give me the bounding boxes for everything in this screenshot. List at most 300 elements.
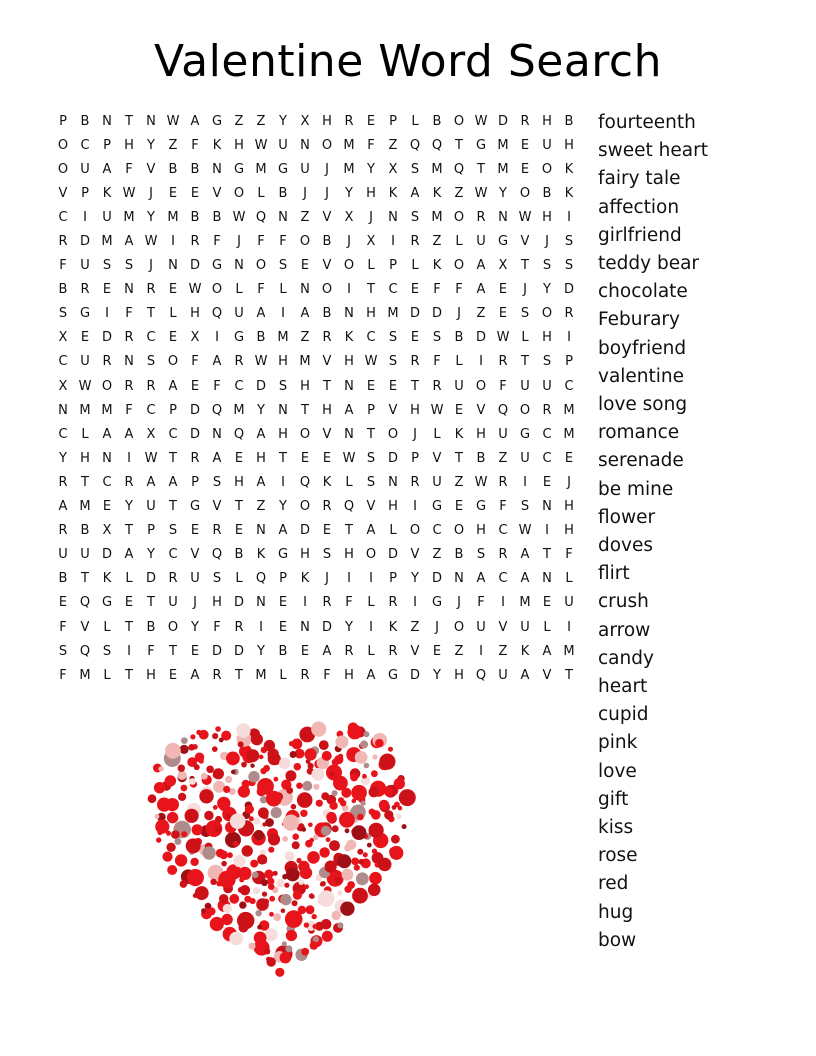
grid-cell: R <box>168 571 178 587</box>
grid-cell: P <box>103 137 111 153</box>
grid-cell: G <box>277 161 289 177</box>
grid-cell: A <box>322 643 332 659</box>
grid-cell: A <box>542 643 552 659</box>
grid-cell: W <box>430 402 444 418</box>
grid-cell: N <box>542 571 552 587</box>
grid-cell: E <box>454 402 464 418</box>
grid-cell: Q <box>255 209 267 225</box>
grid-cell: J <box>237 234 241 250</box>
grid-cell: H <box>388 499 398 515</box>
grid-cell: N <box>344 426 354 442</box>
grid-cell: G <box>233 161 245 177</box>
grid-cell: U <box>80 354 90 370</box>
grid-cell: M <box>497 137 509 153</box>
grid-cell: Q <box>255 571 267 587</box>
grid-cell: V <box>432 450 442 466</box>
grid-cell: F <box>147 643 155 659</box>
grid-cell: E <box>388 378 398 394</box>
grid-cell: W <box>518 523 532 539</box>
grid-cell: H <box>124 137 134 153</box>
word-list-item: flirt <box>598 563 630 585</box>
grid-cell: Z <box>410 619 420 635</box>
grid-cell: R <box>322 499 332 515</box>
grid-cell: B <box>190 209 200 225</box>
grid-cell: Z <box>432 547 442 563</box>
grid-cell: P <box>279 571 287 587</box>
grid-cell: B <box>190 161 200 177</box>
grid-cell: Z <box>432 234 442 250</box>
grid-cell: F <box>125 402 133 418</box>
grid-cell: U <box>564 595 574 611</box>
grid-cell: A <box>520 667 530 683</box>
grid-cell: G <box>233 330 245 346</box>
grid-cell: F <box>125 306 133 322</box>
grid-cell: F <box>279 234 287 250</box>
grid-cell: M <box>343 137 355 153</box>
grid-cell: R <box>58 523 68 539</box>
grid-cell: W <box>232 209 246 225</box>
grid-cell: N <box>454 571 464 587</box>
grid-cell: R <box>410 354 420 370</box>
grid-cell: P <box>191 474 199 490</box>
grid-cell: E <box>102 499 112 515</box>
grid-cell: P <box>389 113 397 129</box>
grid-cell: H <box>542 330 552 346</box>
grid-cell: I <box>391 234 395 250</box>
grid-cell: S <box>564 258 574 274</box>
grid-cell: S <box>58 306 68 322</box>
grid-cell: D <box>497 113 508 129</box>
grid-cell: Q <box>211 306 223 322</box>
grid-cell: W <box>364 354 378 370</box>
grid-cell: A <box>58 499 68 515</box>
grid-cell: N <box>58 402 68 418</box>
grid-cell: E <box>190 185 200 201</box>
grid-cell: X <box>146 426 156 442</box>
grid-cell: Z <box>388 137 398 153</box>
grid-cell: Z <box>168 137 178 153</box>
grid-cell: U <box>476 619 486 635</box>
grid-cell: Y <box>367 161 375 177</box>
grid-cell: J <box>545 234 549 250</box>
word-list-item: kiss <box>598 817 634 839</box>
grid-cell: Y <box>147 209 155 225</box>
grid-cell: A <box>278 523 288 539</box>
grid-cell: I <box>347 282 351 298</box>
grid-cell: G <box>431 499 443 515</box>
grid-cell: F <box>433 354 441 370</box>
grid-cell: S <box>542 258 552 274</box>
grid-cell: O <box>475 378 487 394</box>
grid-cell: H <box>344 547 354 563</box>
grid-cell: E <box>410 330 420 346</box>
grid-cell: T <box>147 306 155 322</box>
grid-cell: E <box>102 282 112 298</box>
grid-cell: D <box>409 306 420 322</box>
grid-cell: R <box>498 547 508 563</box>
grid-cell: H <box>344 354 354 370</box>
grid-cell: A <box>256 426 266 442</box>
grid-cell: I <box>369 619 373 635</box>
grid-cell: E <box>190 378 200 394</box>
grid-cell: F <box>345 595 353 611</box>
grid-cell: X <box>344 209 354 225</box>
grid-cell: G <box>519 426 531 442</box>
grid-cell: O <box>101 378 113 394</box>
grid-cell: T <box>455 450 463 466</box>
grid-cell: Q <box>431 137 443 153</box>
grid-cell: C <box>168 426 178 442</box>
grid-cell: S <box>476 547 486 563</box>
grid-cell: Y <box>147 137 155 153</box>
grid-cell: R <box>58 234 68 250</box>
grid-cell: Y <box>345 619 353 635</box>
grid-cell: W <box>254 354 268 370</box>
grid-cell: O <box>167 619 179 635</box>
grid-cell: B <box>454 330 464 346</box>
grid-cell: M <box>255 667 267 683</box>
grid-cell: J <box>369 209 373 225</box>
grid-cell: N <box>234 258 244 274</box>
grid-cell: E <box>498 306 508 322</box>
grid-cell: T <box>543 547 551 563</box>
grid-cell: Y <box>499 185 507 201</box>
grid-cell: G <box>497 234 509 250</box>
grid-cell: K <box>432 185 442 201</box>
word-list-item: gift <box>598 788 629 810</box>
grid-cell: P <box>169 402 177 418</box>
grid-cell: B <box>278 185 288 201</box>
grid-cell: S <box>410 161 420 177</box>
grid-cell: K <box>520 643 530 659</box>
grid-cell: B <box>322 234 332 250</box>
grid-cell: N <box>212 426 222 442</box>
grid-cell: Q <box>497 402 509 418</box>
word-list-item: bow <box>598 929 637 951</box>
word-list-item: cupid <box>598 704 649 726</box>
grid-cell: V <box>146 161 156 177</box>
grid-cell: M <box>167 209 179 225</box>
grid-cell: B <box>454 547 464 563</box>
grid-cell: D <box>79 234 90 250</box>
word-list-item: rose <box>598 845 638 867</box>
grid-cell: R <box>80 282 90 298</box>
grid-cell: Z <box>234 113 244 129</box>
grid-cell: L <box>389 523 397 539</box>
grid-cell: Y <box>345 185 353 201</box>
grid-cell: F <box>191 354 199 370</box>
grid-cell: P <box>81 185 89 201</box>
grid-cell: J <box>303 185 307 201</box>
grid-cell: O <box>453 523 465 539</box>
grid-cell: E <box>58 595 68 611</box>
grid-cell: U <box>190 571 200 587</box>
grid-cell: I <box>215 330 219 346</box>
grid-cell: I <box>105 306 109 322</box>
grid-row <box>52 663 580 687</box>
grid-cell: X <box>58 378 68 394</box>
grid-cell: R <box>344 643 354 659</box>
grid-cell: C <box>146 330 156 346</box>
grid-cell: U <box>278 137 288 153</box>
grid-cell: D <box>321 619 332 635</box>
grid-cell: G <box>211 113 223 129</box>
grid-cell: J <box>523 282 527 298</box>
grid-cell: F <box>433 282 441 298</box>
grid-cell: W <box>122 185 136 201</box>
grid-cell: T <box>125 619 133 635</box>
grid-cell: E <box>300 643 310 659</box>
grid-cell: U <box>168 595 178 611</box>
grid-cell: P <box>367 402 375 418</box>
grid-cell: B <box>564 113 574 129</box>
grid-cell: W <box>342 450 356 466</box>
word-list-item: love song <box>598 394 688 416</box>
grid-cell: S <box>278 258 288 274</box>
grid-cell: N <box>278 209 288 225</box>
grid-cell: H <box>454 667 464 683</box>
grid-cell: L <box>521 330 529 346</box>
grid-cell: E <box>366 113 376 129</box>
grid-cell: T <box>521 258 529 274</box>
grid-cell: J <box>413 426 417 442</box>
grid-cell: C <box>168 547 178 563</box>
grid-cell: S <box>564 234 574 250</box>
grid-cell: J <box>325 161 329 177</box>
grid-cell: T <box>301 402 309 418</box>
grid-cell: T <box>411 378 419 394</box>
grid-cell: R <box>410 234 420 250</box>
grid-cell: V <box>520 234 530 250</box>
grid-cell: I <box>501 595 505 611</box>
grid-cell: G <box>431 595 443 611</box>
grid-cell: G <box>79 306 91 322</box>
grid-cell: A <box>102 426 112 442</box>
grid-cell: T <box>345 523 353 539</box>
grid-row <box>52 422 580 446</box>
grid-cell: P <box>411 450 419 466</box>
grid-row <box>52 326 580 350</box>
grid-cell: T <box>323 378 331 394</box>
grid-cell: N <box>256 595 266 611</box>
grid-cell: U <box>58 547 68 563</box>
grid-cell: E <box>168 330 178 346</box>
grid-cell: D <box>475 330 486 346</box>
grid-cell: R <box>344 113 354 129</box>
grid-cell: I <box>523 474 527 490</box>
grid-cell: O <box>453 258 465 274</box>
grid-cell: B <box>234 547 244 563</box>
grid-cell: R <box>432 378 442 394</box>
grid-cell: S <box>58 643 68 659</box>
grid-cell: X <box>498 258 508 274</box>
grid-cell: F <box>323 667 331 683</box>
grid-cell: R <box>190 234 200 250</box>
grid-cell: G <box>387 667 399 683</box>
grid-cell: J <box>567 474 571 490</box>
grid-row <box>52 181 580 205</box>
grid-cell: A <box>168 378 178 394</box>
grid-cell: O <box>321 137 333 153</box>
grid-cell: G <box>101 595 113 611</box>
grid-cell: M <box>563 402 575 418</box>
word-list-item: boyfriend <box>598 337 687 359</box>
grid-cell: Z <box>300 209 310 225</box>
grid-cell: E <box>322 523 332 539</box>
grid-cell: O <box>453 209 465 225</box>
grid-cell: C <box>146 402 156 418</box>
grid-cell: U <box>454 378 464 394</box>
grid-cell: S <box>212 474 222 490</box>
grid-cell: H <box>278 354 288 370</box>
grid-cell: Y <box>543 282 551 298</box>
grid-cell: F <box>257 234 265 250</box>
word-list-item: love <box>598 760 637 782</box>
grid-cell: Q <box>211 402 223 418</box>
grid-cell: S <box>388 354 398 370</box>
grid-cell: H <box>256 450 266 466</box>
grid-cell: A <box>124 426 134 442</box>
grid-cell: R <box>58 474 68 490</box>
grid-cell: N <box>146 113 156 129</box>
grid-cell: Y <box>59 450 67 466</box>
grid-cell: N <box>388 474 398 490</box>
grid-cell: N <box>278 402 288 418</box>
grid-row <box>52 615 580 639</box>
grid-cell: L <box>257 185 265 201</box>
grid-cell: L <box>235 571 243 587</box>
grid-row <box>52 109 580 133</box>
grid-cell: T <box>125 667 133 683</box>
grid-cell: D <box>431 306 442 322</box>
grid-cell: S <box>146 354 156 370</box>
grid-cell: N <box>102 113 112 129</box>
word-list-item: doves <box>598 535 654 557</box>
grid-cell: E <box>168 667 178 683</box>
grid-cell: B <box>322 306 332 322</box>
grid-cell: F <box>213 234 221 250</box>
grid-cell: K <box>212 137 222 153</box>
grid-cell: N <box>542 499 552 515</box>
grid-cell: E <box>322 450 332 466</box>
grid-row <box>52 495 580 519</box>
grid-cell: T <box>521 354 529 370</box>
heart-illustration-wrap <box>0 701 590 1001</box>
grid-cell: F <box>191 137 199 153</box>
grid-cell: T <box>147 595 155 611</box>
grid-cell: K <box>388 185 398 201</box>
grid-cell: K <box>102 185 112 201</box>
word-list-item: girlfriend <box>598 224 682 246</box>
grid-cell: X <box>190 330 200 346</box>
grid-cell: M <box>563 643 575 659</box>
grid-cell: I <box>567 209 571 225</box>
grid-cell: C <box>564 378 574 394</box>
grid-cell: R <box>542 402 552 418</box>
word-list-item: fourteenth <box>598 112 696 133</box>
grid-cell: U <box>542 137 552 153</box>
grid-cell: R <box>388 595 398 611</box>
grid-cell: R <box>476 209 486 225</box>
grid-cell: Y <box>191 619 199 635</box>
grid-cell: M <box>123 209 135 225</box>
grid-cell: X <box>388 161 398 177</box>
grid-cell: V <box>322 258 332 274</box>
grid-cell: S <box>212 571 222 587</box>
grid-cell: T <box>477 161 485 177</box>
grid-cell: J <box>435 619 439 635</box>
grid-cell: K <box>344 330 354 346</box>
grid-cell: E <box>542 474 552 490</box>
grid-cell: O <box>409 523 421 539</box>
grid-cell: H <box>476 426 486 442</box>
grid-cell: C <box>58 426 68 442</box>
grid-cell: R <box>212 667 222 683</box>
grid-cell: T <box>125 523 133 539</box>
grid-cell: H <box>564 523 574 539</box>
grid-cell: U <box>520 378 530 394</box>
grid-cell: N <box>256 523 266 539</box>
grid-cell: F <box>125 161 133 177</box>
grid-cell: M <box>233 402 245 418</box>
left-column <box>0 109 590 1001</box>
grid-cell: J <box>325 571 329 587</box>
grid-cell: T <box>125 113 133 129</box>
grid-cell: N <box>124 354 134 370</box>
grid-cell: K <box>102 571 112 587</box>
grid-cell: I <box>83 209 87 225</box>
grid-row <box>52 302 580 326</box>
grid-cell: R <box>102 354 112 370</box>
word-list-item: valentine <box>598 365 685 387</box>
grid-cell: L <box>169 306 177 322</box>
word-list-item: flower <box>598 506 656 528</box>
grid-cell: M <box>299 354 311 370</box>
grid-cell: B <box>542 185 552 201</box>
grid-cell: R <box>146 378 156 394</box>
grid-cell: L <box>543 619 551 635</box>
grid-cell: D <box>431 571 442 587</box>
grid-cell: B <box>212 209 222 225</box>
grid-cell: U <box>80 258 90 274</box>
grid-cell: P <box>147 523 155 539</box>
word-list-item: arrow <box>598 619 651 641</box>
grid-cell: M <box>563 426 575 442</box>
grid-cell: L <box>81 426 89 442</box>
grid-cell: T <box>235 667 243 683</box>
grid-cell: I <box>413 499 417 515</box>
grid-cell: R <box>388 643 398 659</box>
grid-cell: K <box>564 161 574 177</box>
grid-cell: Y <box>411 571 419 587</box>
grid-cell: R <box>124 474 134 490</box>
grid-cell: H <box>190 306 200 322</box>
grid-cell: I <box>479 354 483 370</box>
grid-row <box>52 519 580 543</box>
grid-cell: Q <box>343 499 355 515</box>
grid-cell: E <box>454 499 464 515</box>
grid-cell: C <box>234 378 244 394</box>
grid-cell: P <box>565 354 573 370</box>
grid-cell: O <box>57 161 69 177</box>
grid-cell: T <box>367 426 375 442</box>
grid-cell: E <box>190 523 200 539</box>
grid-cell: I <box>303 595 307 611</box>
word-list-item: hug <box>598 901 634 923</box>
grid-cell: T <box>81 571 89 587</box>
grid-cell: Y <box>257 643 265 659</box>
grid-cell: I <box>567 330 571 346</box>
